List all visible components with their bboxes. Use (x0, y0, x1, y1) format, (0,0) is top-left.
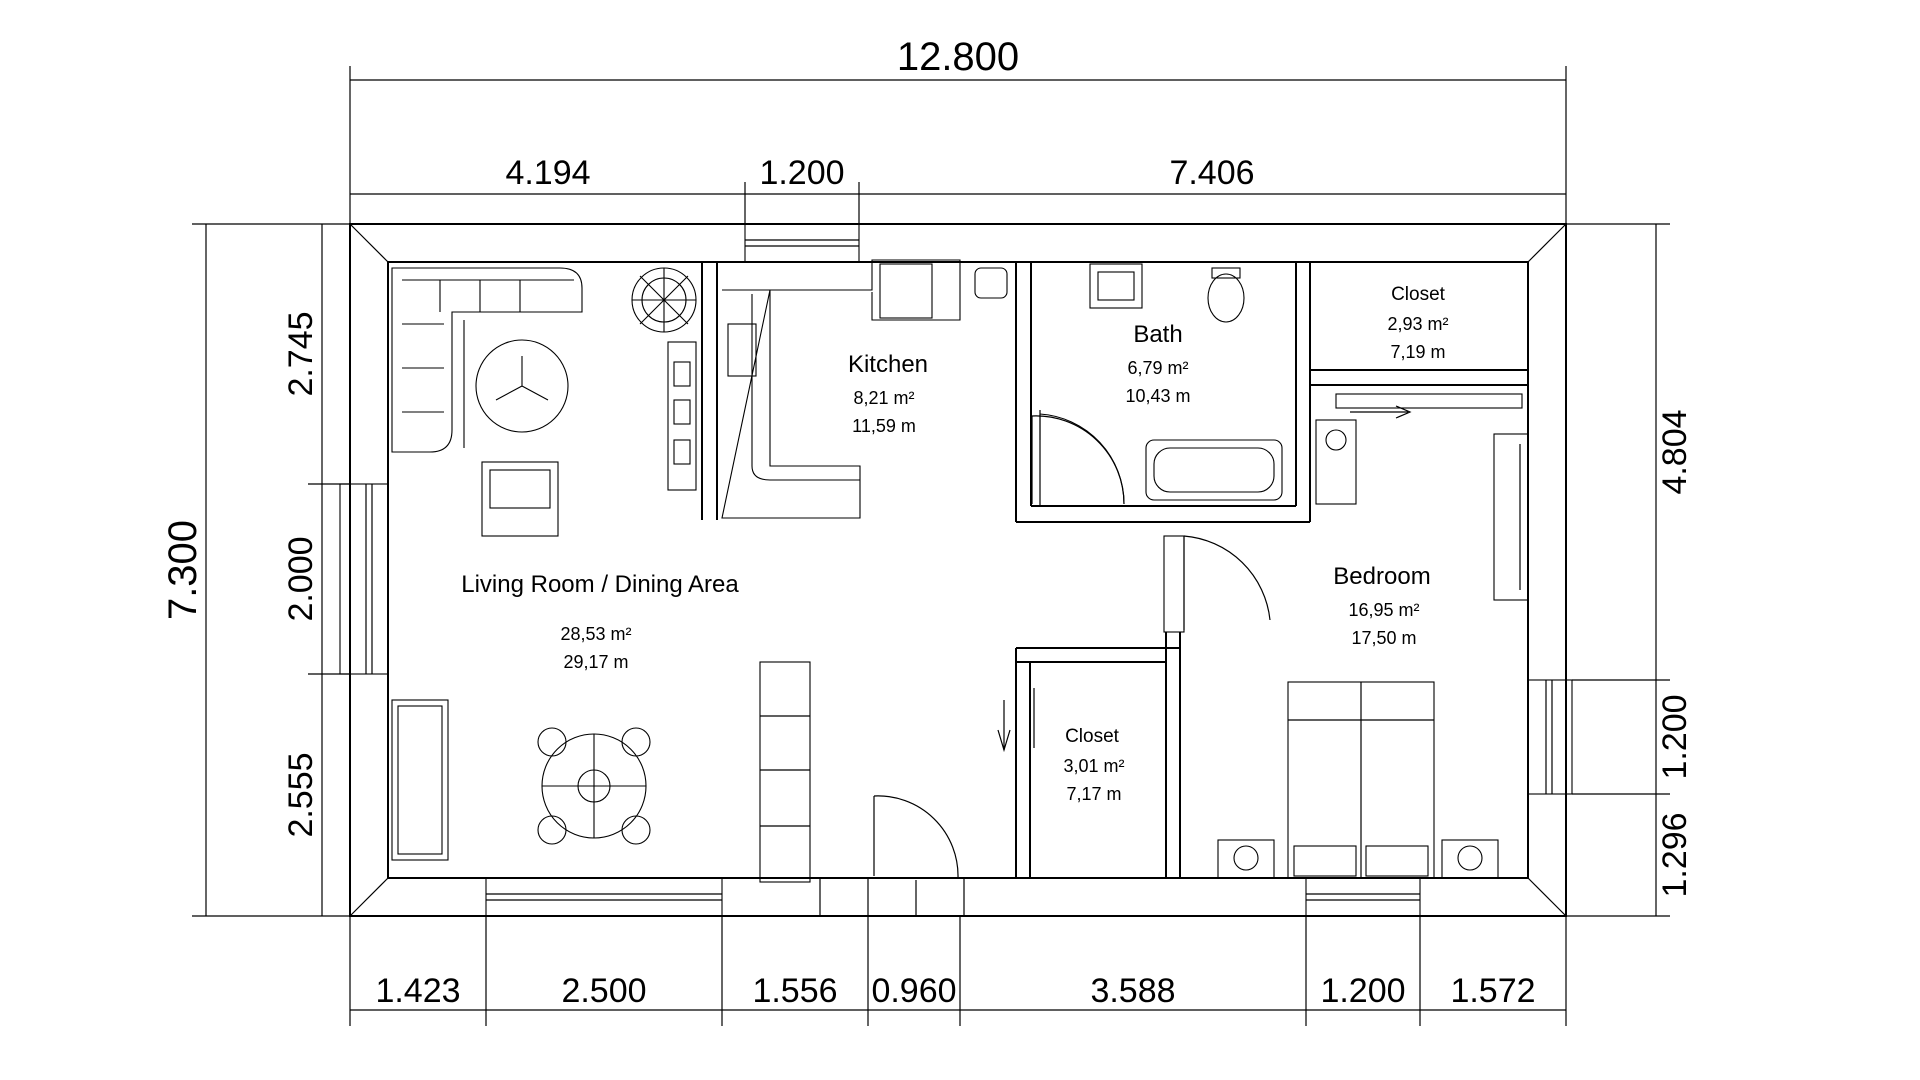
room-closet-mid-area: 3,01 m² (1063, 756, 1125, 776)
dim-bottom-1: 1.423 (375, 972, 461, 1010)
dim-bottom-3: 1.556 (752, 972, 838, 1010)
dim-left-2: 2.000 (282, 536, 320, 622)
dim-bottom-6: 1.200 (1320, 972, 1406, 1010)
dim-top-mid: 1.200 (759, 154, 845, 192)
room-living-perimeter: 29,17 m (563, 652, 629, 672)
room-closet-mid (1063, 726, 1124, 804)
dim-right-1: 4.804 (1656, 409, 1694, 495)
dim-overall-height: 7.300 (161, 519, 205, 621)
dim-left-3: 2.555 (282, 752, 320, 838)
room-kitchen-perimeter: 11,59 m (852, 416, 916, 436)
room-living (461, 571, 739, 672)
room-closet-top-area: 2,93 m² (1387, 314, 1449, 334)
dim-left-1: 2.745 (282, 311, 320, 397)
room-kitchen-area: 8,21 m² (853, 388, 915, 408)
dim-right-3: 1.296 (1656, 812, 1694, 898)
dim-bottom-4: 0.960 (871, 972, 957, 1010)
dim-bottom-7: 1.572 (1450, 972, 1536, 1010)
room-bath-perimeter: 10,43 m (1125, 386, 1191, 406)
room-closet-mid-name: Closet (1065, 726, 1119, 747)
room-closet-top-name: Closet (1391, 284, 1445, 305)
room-bedroom-perimeter: 17,50 m (1351, 628, 1417, 648)
room-bath (1125, 321, 1190, 406)
dim-bottom-5: 3.588 (1090, 972, 1176, 1010)
dim-overall-width: 12.800 (896, 35, 1020, 79)
dim-top-left: 4.194 (505, 154, 591, 192)
room-living-area: 28,53 m² (560, 624, 632, 644)
room-bath-name: Bath (1133, 321, 1183, 348)
room-living-name: Living Room / Dining Area (461, 571, 739, 598)
room-bedroom-name: Bedroom (1333, 563, 1431, 590)
dim-top-right: 7.406 (1169, 154, 1255, 192)
room-kitchen-name: Kitchen (847, 351, 929, 378)
room-bath-area: 6,79 m² (1127, 358, 1189, 378)
room-closet-top (1387, 284, 1448, 362)
room-bedroom (1333, 563, 1430, 648)
dimension-lines (192, 66, 1670, 1026)
dim-bottom-2: 2.500 (561, 972, 647, 1010)
dim-right-2: 1.200 (1656, 694, 1694, 780)
room-bedroom-area: 16,95 m² (1348, 600, 1420, 620)
doors (874, 406, 1410, 878)
room-kitchen (848, 351, 928, 436)
room-closet-top-perimeter: 7,19 m (1390, 342, 1446, 362)
room-closet-mid-perimeter: 7,17 m (1066, 784, 1122, 804)
